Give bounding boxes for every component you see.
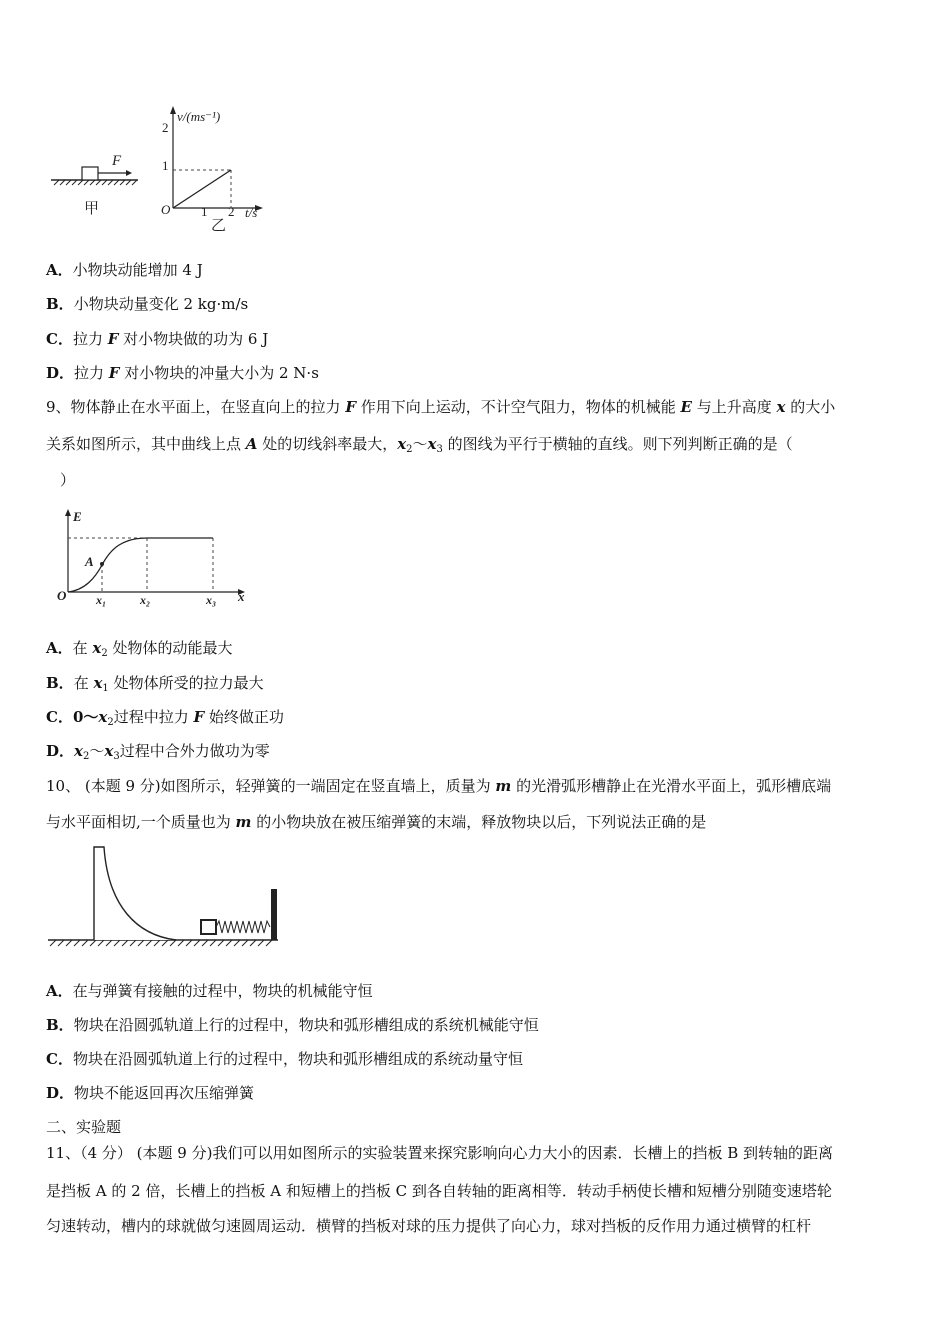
arc-slot <box>94 847 176 940</box>
q10-stem-line-2: 与水平面相切,一个质量也为 m 的小物块放在被压缩弹簧的末端，释放物块以后，下列说法正确的是 <box>46 813 707 831</box>
q9-option-c: C．$0\sim x_2$过程中拉力 F 始终做正功 <box>46 708 284 728</box>
e-origin: O <box>57 588 67 603</box>
x1-label: x₁ <box>96 593 107 607</box>
point-a <box>100 562 104 566</box>
q10-option-c: C．物块在沿圆弧轨道上行的过程中，物块和弧形槽组成的系统动量守恒 <box>46 1050 523 1068</box>
wall <box>271 889 277 940</box>
q9-option-b: B．在 $x_1$ 处物体所受的拉力最大 <box>46 674 264 694</box>
point-a-label: A <box>85 554 94 569</box>
spring <box>216 921 270 933</box>
q9-option-d: D．$x_2\sim x_3$过程中合外力做功为零 <box>46 742 270 762</box>
vt-graph <box>155 104 275 234</box>
q11-line-1: 11、（4 分） (本题 9 分)我们可以用如图所示的实验装置来探究影响向心力大小的因素．长槽上的挡板 B 到转轴的距离 <box>46 1144 834 1162</box>
force-label: F <box>112 153 122 169</box>
vt-origin: O <box>161 202 171 217</box>
block-on-spring <box>201 920 216 934</box>
q8-option-c: C．拉力 F 对小物块做的功为 6 J <box>46 330 269 348</box>
yi-label: 乙 <box>211 218 227 234</box>
q10-option-b: B．物块在沿圆弧轨道上行的过程中，物块和弧形槽组成的系统机械能守恒 <box>46 1016 539 1034</box>
e-y-label: E <box>73 509 82 524</box>
small-block <box>82 167 98 180</box>
q8-option-d: D．拉力 F 对小物块的冲量大小为 2 N·s <box>46 364 319 382</box>
q9-stem-line-3: ） <box>60 471 76 489</box>
q10-stem-line-1: 10、 (本题 9 分)如图所示，轻弹簧的一端固定在竖直墙上，质量为 m 的光滑弧形槽静止在光滑水平面上，弧形槽底端 <box>46 777 832 795</box>
vt-x-tick-1: 1 <box>201 204 208 219</box>
energy-height-graph <box>55 508 255 608</box>
x3-label: x₃ <box>206 593 217 607</box>
jia-label: 甲 <box>84 201 100 217</box>
vt-y-tick-2: 2 <box>162 120 169 135</box>
vt-x-tick-2: 2 <box>228 204 235 219</box>
q9-stem-line-2: 关系如图所示，其中曲线上点 A 处的切线斜率最大，$x_2\sim x_3$ 的图线为平行于横轴的直线。则下列判断正确的是（ <box>46 435 793 455</box>
q10-option-d: D．物块不能返回再次压缩弹簧 <box>46 1084 255 1102</box>
q9-stem-line-1: 9、物体静止在水平面上，在竖直向上的拉力 F 作用下向上运动，不计空气阻力，物体的机械能 E 与上升高度 x 的大小 <box>46 398 836 416</box>
vt-y-tick-1: 1 <box>162 158 169 173</box>
vt-series-line <box>173 170 231 208</box>
vt-x-label: t/s <box>245 205 258 220</box>
section-title: 二、实验题 <box>46 1118 122 1136</box>
e-x-label: x <box>238 589 245 604</box>
x2-label: x₂ <box>140 593 151 607</box>
spring-track-figure <box>46 845 286 950</box>
q8-option-b: B．小物块动量变化 2 kg·m/s <box>46 295 249 313</box>
q10-option-a: A．在与弹簧有接触的过程中，物块的机械能守恒 <box>46 982 373 1000</box>
q9-option-a: A．在 $x_2$ 处物体的动能最大 <box>46 639 233 659</box>
q11-line-2: 是挡板 A 的 2 倍，长槽上的挡板 A 和短槽上的挡板 C 到各自转轴的距离相等．转动手柄使长槽和短槽分别随变速塔轮 <box>46 1182 832 1200</box>
vt-y-label: v/(ms⁻¹) <box>177 109 221 124</box>
q8-option-a: A．小物块动能增加 4 J <box>46 261 203 279</box>
figure-block-force <box>46 145 146 225</box>
q11-line-3: 匀速转动，槽内的球就做匀速圆周运动．横臂的挡板对球的压力提供了向心力，球对挡板的反作用力通过横臂的杠杆 <box>46 1217 812 1235</box>
